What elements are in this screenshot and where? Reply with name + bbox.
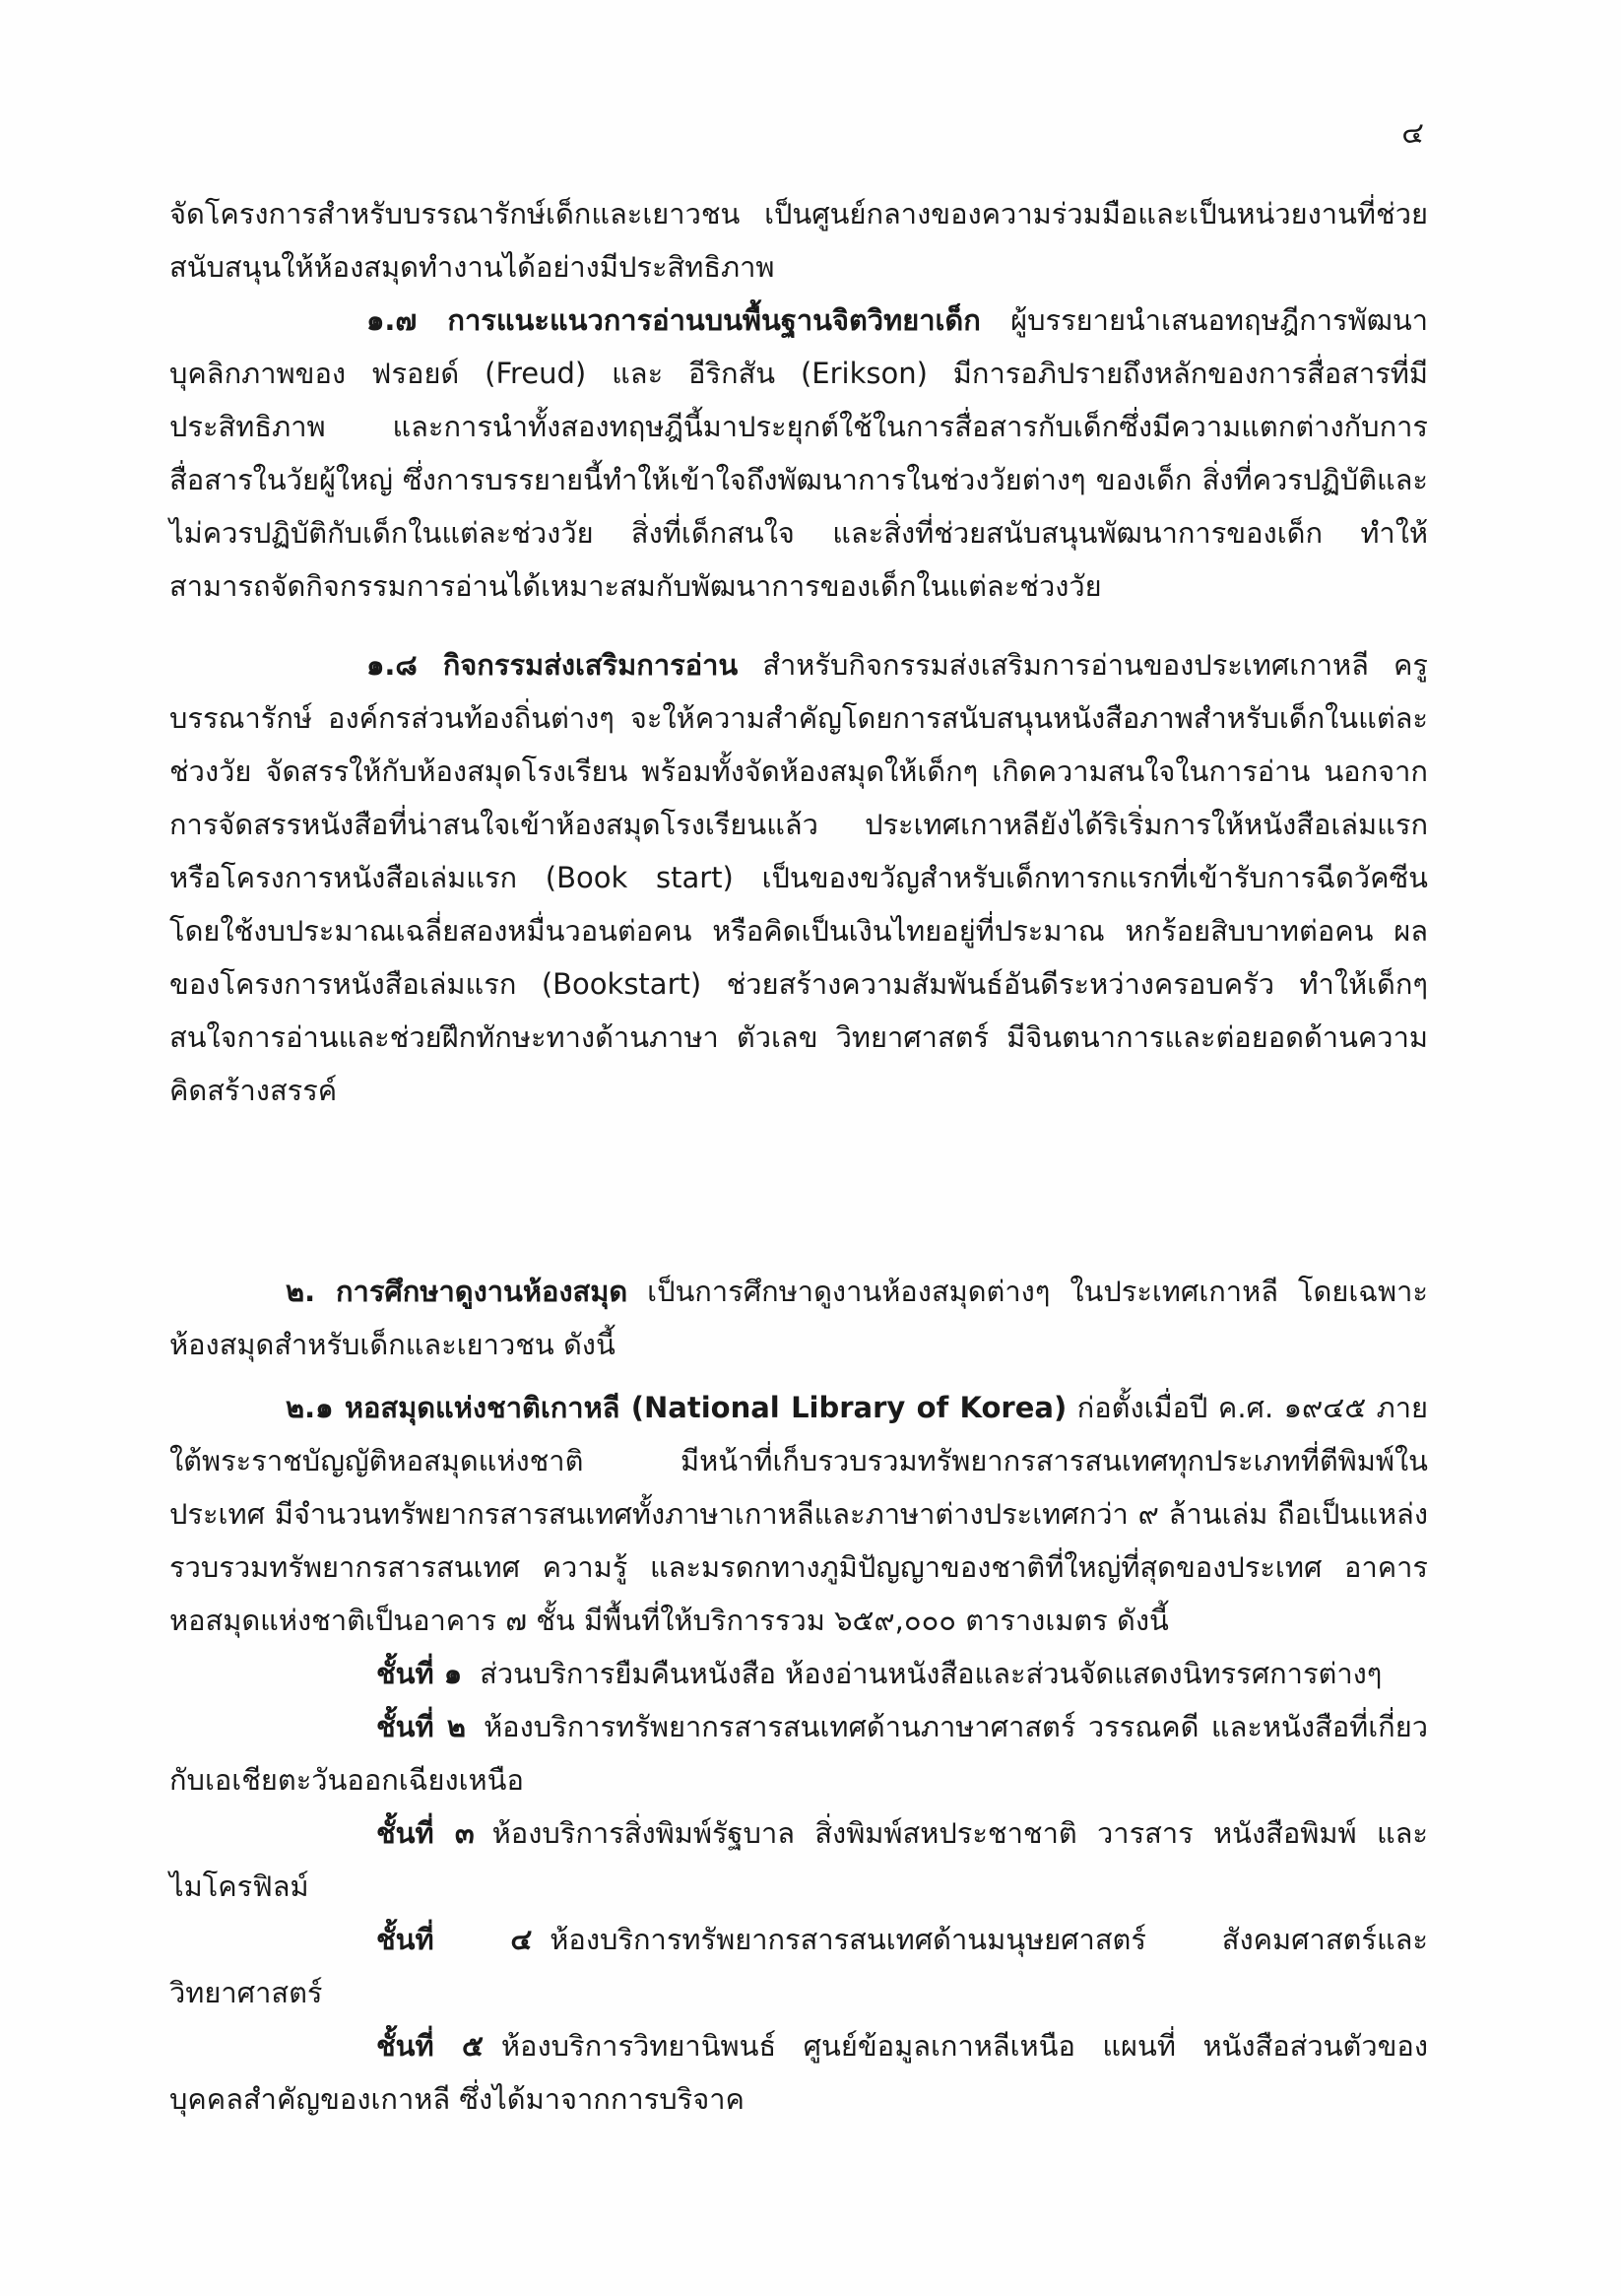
- document-body: [169, 187, 1428, 2126]
- section-2-heading: ๒. การศึกษาดูงานห้องสมุด: [286, 1275, 628, 1308]
- floor-text: ห้องบริการวิทยานิพนธ์ ศูนย์ข้อมูลเกาหลีเหนือ แผนที่ หนังสือส่วนตัวของบุคคลสำคัญของเกาหลี ซึ่งได้มาจากการบริจาค: [169, 2029, 1428, 2116]
- floor-label: ชั้นที่ ๓: [376, 1816, 475, 1850]
- section-2-paragraph: [169, 1265, 1428, 1371]
- floor-label: ชั้นที่ ๕: [376, 2029, 484, 2063]
- section-1-7-paragraph: [169, 294, 1428, 613]
- section-1-8-heading: ๑.๘ กิจกรรมส่งเสริมการอ่าน: [366, 648, 739, 682]
- floor-text: ห้องบริการสิ่งพิมพ์รัฐบาล สิ่งพิมพ์สหประชาชาติ วารสาร หนังสือพิมพ์ และไมโครฟิลม์: [169, 1816, 1428, 1903]
- section-1-7-text: ผู้บรรยายนำเสนอทฤษฎีการพัฒนาบุคลิกภาพของ ฟรอยด์ (Freud) และ อีริกสัน (Erikson) มีการอภิปรายถึงหลักของการสื่อสารที่มีประสิทธิภาพ และการนำทั้งสองทฤษฎีนี้มาประยุกต์ใช้ในการสื่อสารกับเด็กซึ่งมีความแตกต่างกับการสื่อสารในวัยผู้ใหญ่ ซึ่งการบรรยายนี้ทำให้เข้าใจถึงพัฒนาการในช่วงวัยต่างๆ ของเด็ก สิ่งที่ควรปฏิบัติและไม่ควรปฏิบัติกับเด็กในแต่ละช่วงวัย สิ่งที่เด็กสนใจ และสิ่งที่ช่วยสนับสนุนพัฒนาการของเด็ก ทำให้สามารถจัดกิจกรรมการอ่านได้เหมาะสมกับพัฒนาการของเด็กในแต่ละช่วงวัย: [169, 303, 1428, 603]
- floor-text: ส่วนบริการยืมคืนหนังสือ ห้องอ่านหนังสือและส่วนจัดแสดงนิทรรศการต่างๆ: [480, 1657, 1383, 1690]
- floor-list: [169, 1647, 1428, 2126]
- intro-paragraph: จัดโครงการสำหรับบรรณารักษ์เด็กและเยาวชน เป็นศูนย์กลางของความร่วมมือและเป็นหน่วยงานที่ช่วยสนับสนุนให้ห้องสมุดทำงานได้อย่างมีประสิทธิภาพ: [169, 197, 1428, 284]
- section-2-1-heading: ๒.๑ หอสมุดแห่งชาติเกาหลี (National Library of Korea): [286, 1391, 1068, 1424]
- floor-item: [169, 1806, 1428, 1913]
- page-number: ๔: [1401, 116, 1424, 151]
- section-1-8-text: สำหรับกิจกรรมส่งเสริมการอ่านของประเทศเกาหลี ครู บรรณารักษ์ องค์กรส่วนท้องถิ่นต่างๆ จะให้ความสำคัญโดยการสนับสนุนหนังสือภาพสำหรับเด็กในแต่ละช่วงวัย จัดสรรให้กับห้องสมุดโรงเรียน พร้อมทั้งจัดห้องสมุดให้เด็กๆ เกิดความสนใจในการอ่าน นอกจากการจัดสรรหนังสือที่น่าสนใจเข้าห้องสมุดโรงเรียนแล้ว ประเทศเกาหลียังได้ริเริ่มการให้หนังสือเล่มแรก หรือโครงการหนังสือเล่มแรก (Book start) เป็นของขวัญสำหรับเด็กทารกแรกที่เข้ารับการฉีดวัคซีน โดยใช้งบประมาณเฉลี่ยสองหมื่นวอนต่อคน หรือคิดเป็นเงินไทยอยู่ที่ประมาณ หกร้อยสิบบาทต่อคน ผลของโครงการหนังสือเล่มแรก (Bookstart) ช่วยสร้างความสัมพันธ์อันดีระหว่างครอบครัว ทำให้เด็กๆ สนใจการอ่านและช่วยฝึกทักษะทางด้านภาษา ตัวเลข วิทยาศาสตร์ มีจินตนาการและต่อยอดด้านความคิดสร้างสรรค์: [169, 648, 1428, 1107]
- floor-item: [169, 1700, 1428, 1806]
- floor-item: [169, 1647, 1428, 1700]
- floor-item: [169, 2019, 1428, 2126]
- floor-label: ชั้นที่ ๒: [376, 1710, 467, 1743]
- section-2-1-paragraph: [169, 1381, 1428, 1647]
- floor-item: [169, 1913, 1428, 2019]
- section-1-7-heading: ๑.๗ การแนะแนวการอ่านบนพื้นฐานจิตวิทยาเด็ก: [366, 303, 981, 337]
- floor-text: ห้องบริการทรัพยากรสารสนเทศด้านภาษาศาสตร์ วรรณคดี และหนังสือที่เกี่ยวกับเอเชียตะวันออกเฉียงเหนือ: [169, 1710, 1429, 1797]
- floor-label: ชั้นที่ ๑: [376, 1657, 463, 1690]
- section-1-8-paragraph: [169, 638, 1428, 1117]
- section-2-text: เป็นการศึกษาดูงานห้องสมุดต่างๆ ในประเทศเกาหลี โดยเฉพาะห้องสมุดสำหรับเด็กและเยาวชน ดังนี้: [169, 1275, 1428, 1361]
- section-2-1-text: ก่อตั้งเมื่อปี ค.ศ. ๑๙๔๕ ภายใต้พระราชบัญญัติหอสมุดแห่งชาติ มีหน้าที่เก็บรวบรวมทรัพยากรสารสนเทศทุกประเภทที่ตีพิมพ์ในประเทศ มีจำนวนทรัพยากรสารสนเทศทั้งภาษาเกาหลีและภาษาต่างประเทศกว่า ๙ ล้านเล่ม ถือเป็นแหล่งรวบรวมทรัพยากรสารสนเทศ ความรู้ และมรดกทางภูมิปัญญาของชาติที่ใหญ่ที่สุดของประเทศ อาคารหอสมุดแห่งชาติเป็นอาคาร ๗ ชั้น มีพื้นที่ให้บริการรวม ๖๕๙,๐๐๐ ตารางเมตร ดังนี้: [169, 1391, 1428, 1637]
- floor-label: ชั้นที่ ๔: [376, 1923, 533, 1956]
- floor-text: ห้องบริการทรัพยากรสารสนเทศด้านมนุษยศาสตร์ สังคมศาสตร์และวิทยาศาสตร์: [169, 1923, 1428, 2009]
